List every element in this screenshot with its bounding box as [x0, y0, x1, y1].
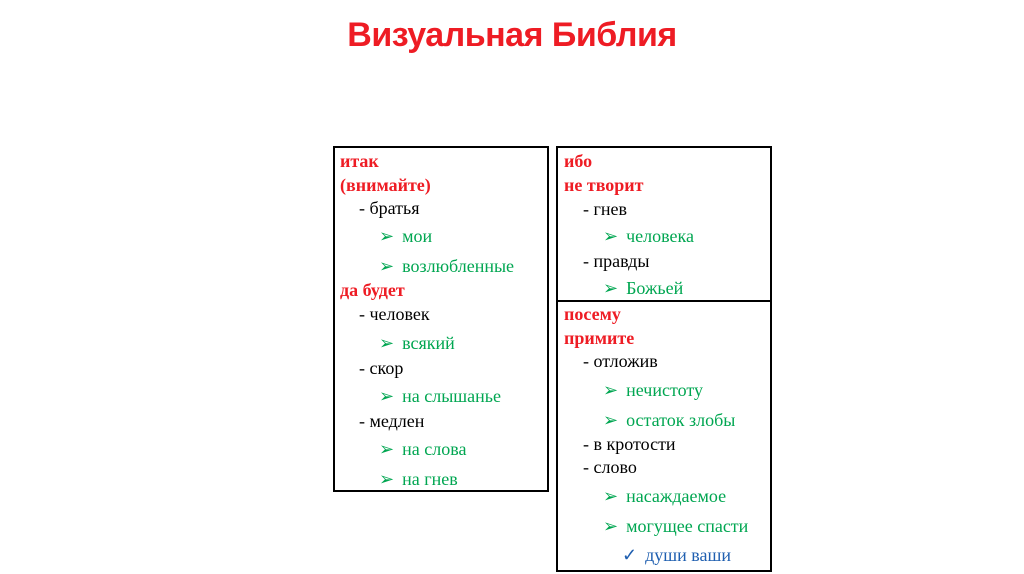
arrow-icon: ➢ — [379, 469, 395, 489]
keyword-line: ибо — [564, 151, 593, 171]
sub-line: ➢ возлюбленные — [379, 256, 515, 276]
box-left — [333, 146, 549, 492]
dash-line: - правды — [583, 251, 650, 271]
check-icon: ✓ — [622, 545, 638, 565]
dash-line: - в кротости — [583, 434, 676, 454]
arrow-icon: ➢ — [603, 486, 619, 506]
sub-line: ➢ мои — [379, 226, 433, 246]
arrow-icon: ➢ — [603, 226, 619, 246]
sub-line: ➢ на слышанье — [379, 386, 501, 406]
sub-line: ➢ остаток злобы — [603, 410, 736, 430]
subsub-line: ✓ души ваши — [622, 545, 731, 565]
dash-line: - гнев — [583, 199, 627, 219]
sub-line: ➢ нечистоту — [603, 380, 703, 400]
arrow-icon: ➢ — [603, 410, 619, 430]
dash-line: - человек — [359, 304, 430, 324]
arrow-icon: ➢ — [603, 278, 619, 298]
arrow-icon: ➢ — [603, 380, 619, 400]
arrow-icon: ➢ — [379, 333, 395, 353]
sub-line: ➢ на гнев — [379, 469, 458, 489]
keyword-line: (внимайте) — [340, 175, 431, 195]
arrow-icon: ➢ — [379, 439, 395, 459]
dash-line: - медлен — [359, 411, 425, 431]
sub-line: ➢ на слова — [379, 439, 467, 459]
dash-line: - скор — [359, 358, 404, 378]
sub-line: ➢ насаждаемое — [603, 486, 727, 506]
keyword-line: посему — [564, 304, 621, 324]
arrow-icon: ➢ — [379, 256, 395, 276]
keyword-line: примите — [564, 328, 635, 348]
box-right-bottom — [556, 300, 772, 572]
dash-line: - слово — [583, 457, 637, 477]
keyword-line: не творит — [564, 175, 644, 195]
arrow-icon: ➢ — [379, 386, 395, 406]
box-right-top — [556, 146, 772, 302]
keyword-line: да будет — [340, 280, 405, 300]
arrow-icon: ➢ — [379, 226, 395, 246]
sub-line: ➢ человека — [603, 226, 694, 246]
sub-line: ➢ Божьей — [603, 278, 684, 298]
sub-line: ➢ могущее спасти — [603, 516, 749, 536]
dash-line: - отложив — [583, 351, 658, 371]
page-title: Визуальная Библия — [347, 16, 677, 54]
sub-line: ➢ всякий — [379, 333, 455, 353]
keyword-line: итак — [340, 151, 379, 171]
dash-line: - братья — [359, 198, 420, 218]
arrow-icon: ➢ — [603, 516, 619, 536]
